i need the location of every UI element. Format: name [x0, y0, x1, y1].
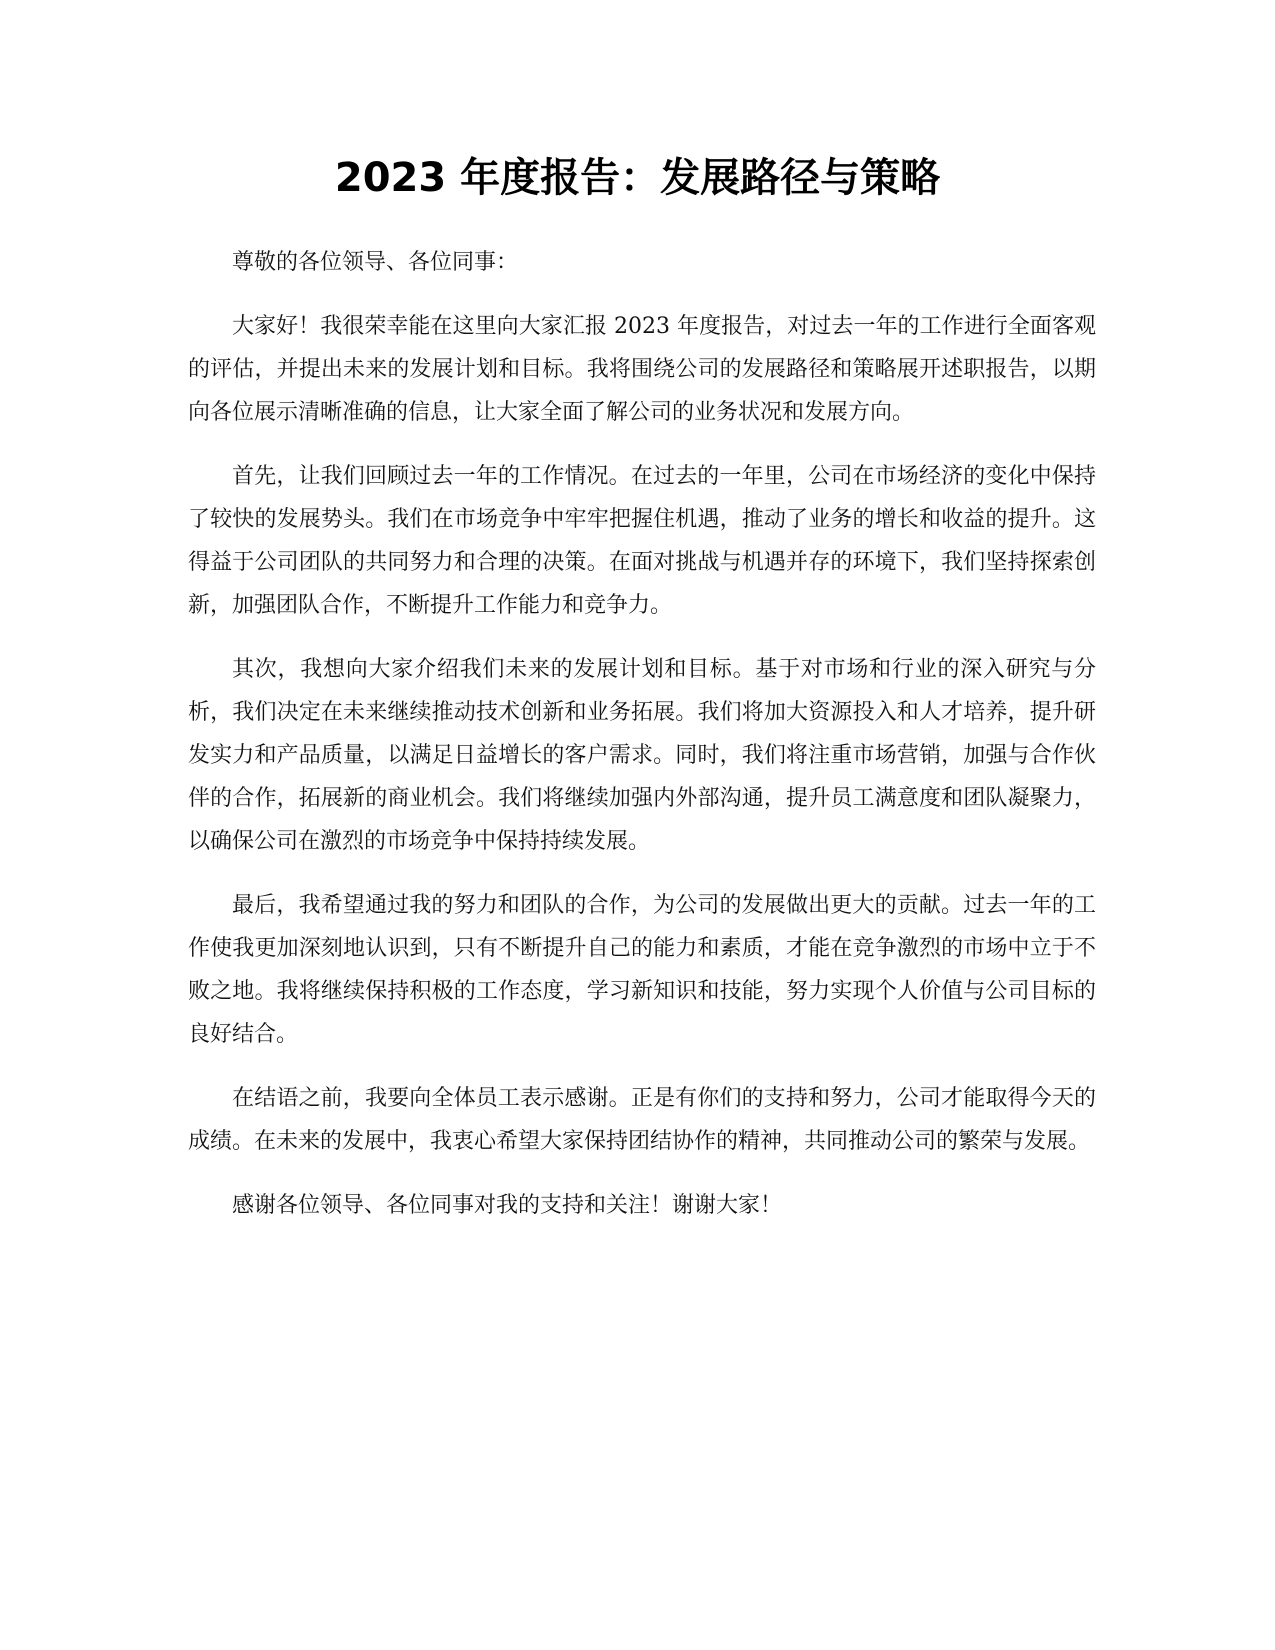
thanks-paragraph: 在结语之前，我要向全体员工表示感谢。正是有你们的支持和努力，公司才能取得今天的成绩。在未来的发展中，我衷心希望大家保持团结协作的精神，共同推动公司的繁荣与发展。 [188, 1086, 1096, 1154]
commitment-paragraph: 最后，我希望通过我的努力和团队的合作，为公司的发展做出更大的贡献。过去一年的工作使我更加深刻地认识到，只有不断提升自己的能力和素质，才能在竞争激烈的市场中立于不败之地。我将继续保持积极的工作态度，学习新知识和技能，努力实现个人价值与公司目标的良好结合。 [188, 893, 1096, 1047]
document-body [188, 241, 1096, 1248]
intro-paragraph: 大家好！我很荣幸能在这里向大家汇报 2023 年度报告，对过去一年的工作进行全面客观的评估，并提出未来的发展计划和目标。我将围绕公司的发展路径和策略展开述职报告，以期向各位展示清晰准确的信息，让大家全面了解公司的业务状况和发展方向。 [188, 314, 1096, 425]
review-paragraph: 首先，让我们回顾过去一年的工作情况。在过去的一年里，公司在市场经济的变化中保持了较快的发展势头。我们在市场竞争中牢牢把握住机遇，推动了业务的增长和收益的提升。这得益于公司团队的共同努力和合理的决策。在面对挑战与机遇并存的环境下，我们坚持探索创新，加强团队合作，不断提升工作能力和竞争力。 [188, 464, 1096, 618]
plan-paragraph: 其次，我想向大家介绍我们未来的发展计划和目标。基于对市场和行业的深入研究与分析，我们决定在未来继续推动技术创新和业务拓展。我们将加大资源投入和人才培养，提升研发实力和产品质量，以满足日益增长的客户需求。同时，我们将注重市场营销，加强与合作伙伴的合作，拓展新的商业机会。我们将继续加强内外部沟通，提升员工满意度和团队凝聚力，以确保公司在激烈的市场竞争中保持持续发展。 [188, 657, 1096, 854]
salutation-paragraph: 尊敬的各位领导、各位同事： [232, 250, 519, 275]
document-title: 2023 年度报告：发展路径与策略 [334, 155, 941, 201]
closing-paragraph: 感谢各位领导、各位同事对我的支持和关注！谢谢大家！ [232, 1193, 783, 1218]
